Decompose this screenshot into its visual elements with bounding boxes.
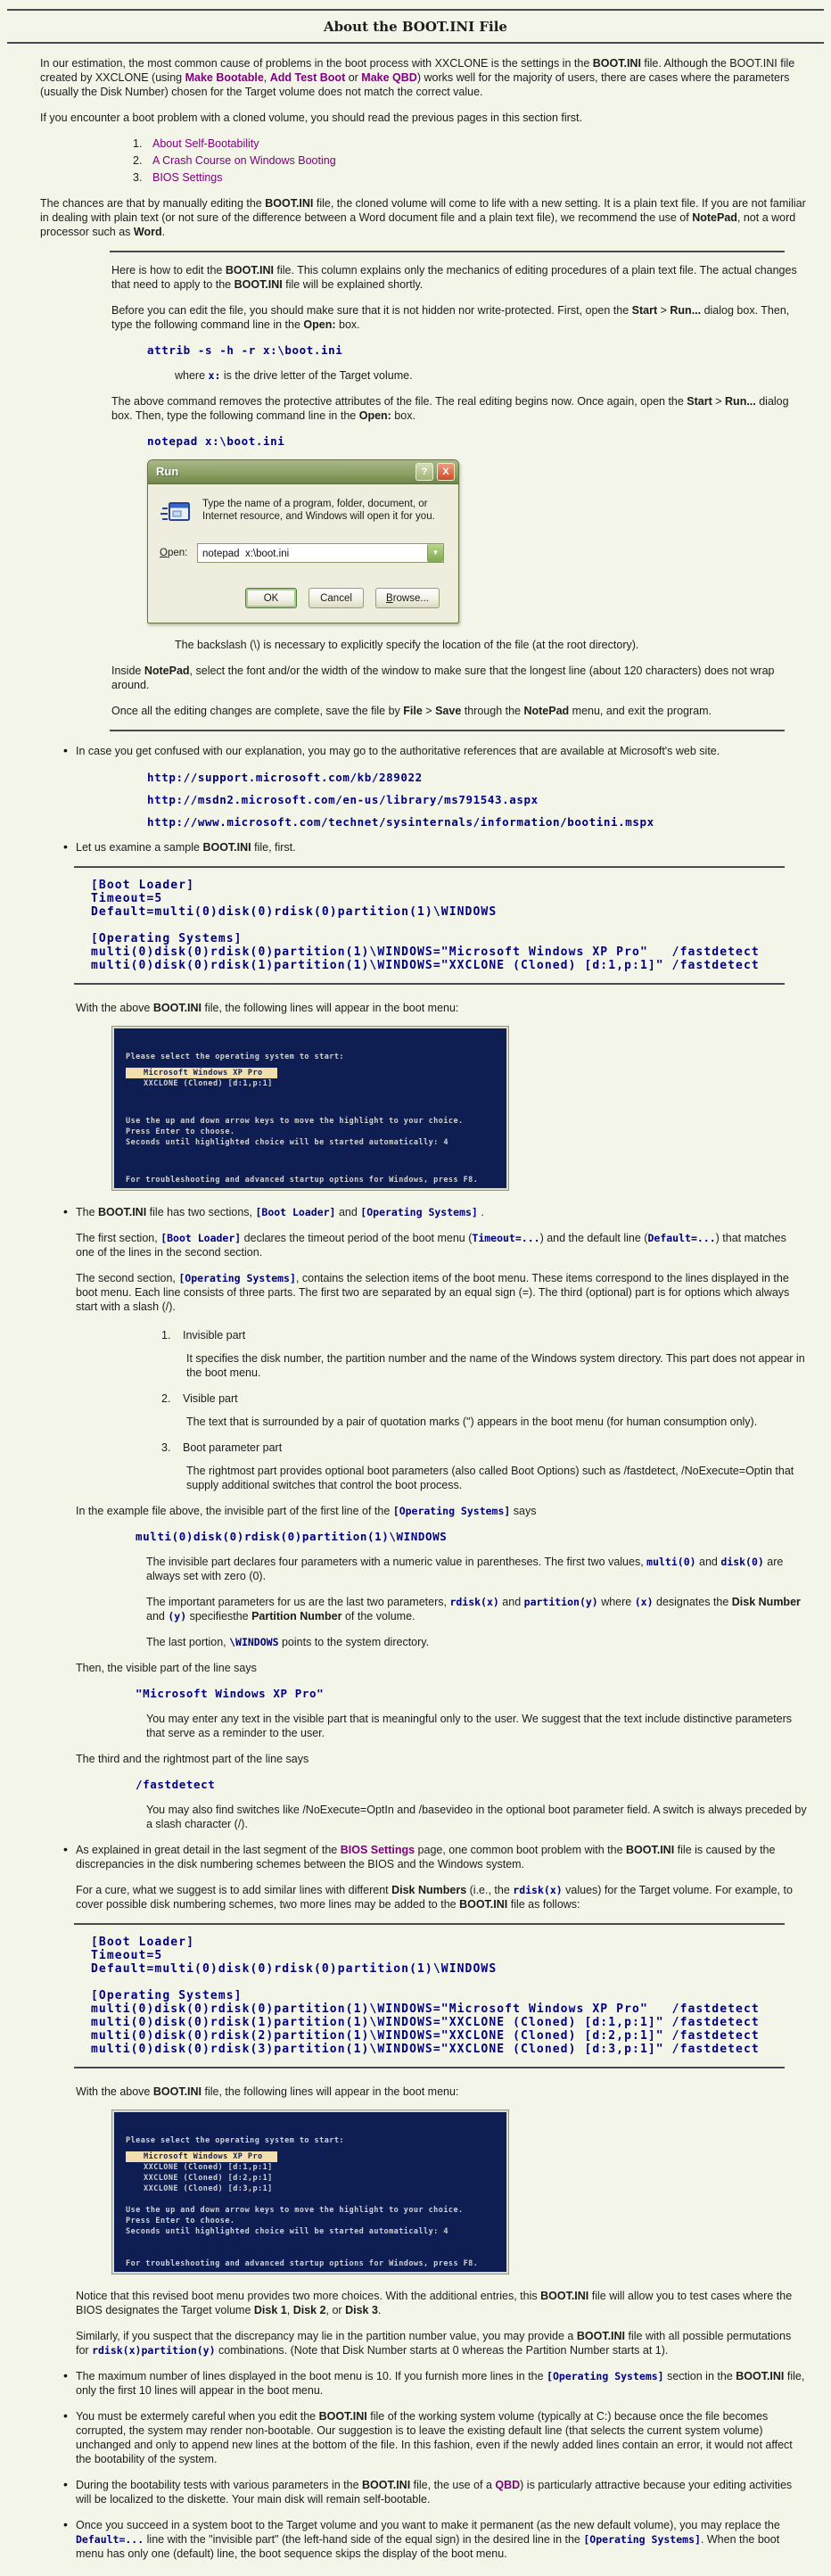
part-item: [169, 1328, 807, 1380]
paragraph: With the above BOOT.INI file, the following lines will appear in the boot menu:: [76, 1002, 459, 1014]
boot-menu-screenshot-2: [112, 2110, 508, 2274]
part-item: [169, 1391, 807, 1429]
toc-item: [133, 136, 807, 151]
cancel-button[interactable]: Cancel: [309, 588, 364, 608]
run-dialog-open-row: [148, 528, 458, 563]
boot-menu-screenshot-1: [112, 1027, 508, 1190]
paragraph: Then, the visible part of the line says: [76, 1662, 257, 1674]
part-title: Visible part: [183, 1392, 238, 1405]
boot-menu-prompt: Please select the operating system to start:: [126, 2136, 344, 2145]
paragraph: You may also find switches like /NoExecute=OptIn and /basevideo in the optional boot parameter field. A switch is always preceded by a slash character (/).: [146, 1804, 807, 1830]
bullet-text: • As explained in great detail in the last segment of the BIOS Settings page, one common boot problem with the BOOT.INI file is caused by the discrepancies in the disk numbering schemes between the BIOS and the Windows system.: [76, 1844, 776, 1870]
top-divider: [7, 9, 824, 11]
code-line: multi(0)disk(0)rdisk(1)partition(1)\WINDOWS="XXCLONE (Cloned) [d:1,p:1]" /fastdetect: [91, 959, 760, 972]
boot-menu-instruction: Press Enter to choose.: [126, 2217, 235, 2225]
bootini-code-block-1: [74, 866, 785, 985]
boot-menu-instruction: Use the up and down arrow keys to move the highlight to your choice.: [126, 1117, 464, 1126]
boot-menu-footer: For troubleshooting and advanced startup options for Windows, press F8.: [126, 2259, 479, 2268]
paragraph: The invisible part declares four parameters with a numeric value in parentheses. The first two values, multi(0) and disk(0) are always set with zero (0).: [146, 1556, 784, 1582]
howto-section: [111, 251, 807, 731]
command-line-notepad: notepad x:\boot.ini: [147, 434, 285, 448]
boot-menu-item: XXCLONE (Cloned) [d:1,p:1]: [144, 1079, 273, 1088]
help-icon: ?: [421, 466, 428, 477]
code-line: [Boot Loader]: [91, 879, 195, 892]
paragraph: Notice that this revised boot menu provides two more choices. With the additional entries, this BOOT.INI file will allow you to test cases where the BIOS designates the Target volume Disk 1, Disk 2, or Disk 3.: [76, 2290, 793, 2316]
boot-menu-instruction: Seconds until highlighted choice will be started automatically: 4: [126, 2227, 448, 2236]
code-line: Timeout=5: [91, 1949, 163, 1962]
chevron-down-icon: ▼: [432, 549, 440, 557]
bullet-item: [40, 1843, 807, 1911]
document-content: [0, 44, 831, 2561]
section-divider: [110, 730, 785, 731]
boot-menu-item-selected: Microsoft Windows XP Pro: [126, 1068, 277, 1078]
reference-url[interactable]: http://www.microsoft.com/technet/sysinternals/information/bootini.mspx: [147, 815, 654, 829]
bullet-item: [40, 1205, 807, 1831]
paragraph: The second section, [Operating Systems], contains the selection items of the boot menu. These items correspond to the lines displayed in the boot menu. Each line consists of three parts. The first two are separated by an equal sign (=). The third (optional) part is for options which always start with a slash (/).: [76, 1272, 790, 1313]
part-title: Invisible part: [183, 1329, 246, 1342]
bullet-item: [40, 2369, 807, 2398]
boot-menu-item: XXCLONE (Cloned) [d:2,p:1]: [144, 2174, 273, 2183]
browse-button[interactable]: Browse...: [375, 588, 440, 608]
run-dialog-message-row: [148, 484, 458, 528]
combo-dropdown-button[interactable]: [427, 544, 443, 562]
help-button[interactable]: [416, 463, 433, 481]
code-line-invisible-part: multi(0)disk(0)rdisk(0)partition(1)\WINDOWS: [136, 1530, 448, 1543]
run-dialog-title: Run: [156, 465, 179, 478]
bullet-list: [40, 2369, 807, 2561]
paragraph: The important parameters for us are the last two parameters, rdisk(x) and partition(y) where (x) designates the Disk Number and (y) specifiesthe Partition Number of the volume.: [146, 1596, 801, 1622]
bullet-item: [40, 2409, 807, 2466]
paragraph: The first section, [Boot Loader] declares the timeout period of the boot menu (Timeout=...) and the default line (Default=...) that matches one of the lines in the second section.: [76, 1232, 786, 1259]
boot-menu-instruction: Use the up and down arrow keys to move the highlight to your choice.: [126, 2206, 464, 2215]
part-title: Boot parameter part: [183, 1441, 283, 1454]
paragraph: Similarly, if you suspect that the discrepancy may lie in the partition number value, you may provide a BOOT.INI file with all possible permutations for rdisk(x)partition(y) combinations. (Note that Disk Number starts at 0 whereas the Partition Number starts at 1).: [76, 2330, 792, 2357]
bullet-item: [40, 2518, 807, 2561]
code-divider: [74, 2067, 785, 2068]
paragraph: In the example file above, the invisible part of the first line of the [Operating Systems] says: [76, 1505, 537, 1517]
paragraph: The last portion, \WINDOWS points to the system directory.: [146, 1636, 430, 1648]
part-desc: It specifies the disk number, the partition number and the name of the Windows system directory. This part does not appear in the boot menu.: [186, 1352, 805, 1379]
bullet-item: [40, 744, 807, 829]
run-dialog-buttons: [148, 588, 458, 608]
open-combobox[interactable]: [197, 543, 444, 563]
howto-note: The backslash (\) is necessary to explicitly specify the location of the file (at the root directory).: [175, 639, 639, 651]
toc-item: [133, 170, 807, 185]
boot-menu-prompt: Please select the operating system to start:: [126, 1053, 344, 1061]
bullet-list: [40, 1205, 807, 1911]
close-icon: X: [442, 466, 449, 477]
howto-paragraph: Before you can edit the file, you should make sure that it is not hidden nor write-protected. First, open the Start > Run... dialog box. Then, type the following command line in the Open: box.: [111, 304, 790, 331]
toc-link-crash-course[interactable]: A Crash Course on Windows Booting: [152, 154, 336, 167]
howto-paragraph: Once all the editing changes are complete, save the file by File > Save through the NotePad menu, and exit the program.: [111, 705, 712, 717]
inline-link[interactable]: Add Test Boot: [269, 71, 346, 84]
command-line-attrib: attrib -s -h -r x:\boot.ini: [147, 343, 343, 357]
parts-list: [169, 1328, 807, 1492]
boot-menu-instruction: Press Enter to choose.: [126, 1127, 235, 1136]
part-desc: The rightmost part provides optional boot parameters (also called Boot Options) such as /fastdetect, /NoExecute=Optin that supply additional switches that control the boot process.: [186, 1465, 794, 1491]
howto-paragraph: Here is how to edit the BOOT.INI file. This column explains only the mechanics of editing procedures of a plain text file. The actual changes that need to apply to the BOOT.INI file will be explained shortly.: [111, 264, 797, 291]
bullet-text: • The maximum number of lines displayed in the boot menu is 10. If you furnish more lines in the [Operating Systems] section in the BOOT.INI file, only the first 10 lines will appear in the boot menu.: [76, 2370, 805, 2397]
code-line: multi(0)disk(0)rdisk(2)partition(1)\WINDOWS="XXCLONE (Cloned) [d:2,p:1]" /fastdetect: [91, 2029, 760, 2043]
run-window-icon: [160, 498, 192, 528]
run-dialog: [147, 459, 459, 623]
reference-links: [147, 771, 807, 829]
part-item: [169, 1441, 807, 1492]
code-line: multi(0)disk(0)rdisk(0)partition(1)\WINDOWS="Microsoft Windows XP Pro" /fastdetect: [91, 2002, 760, 2016]
code-line: Default=multi(0)disk(0)rdisk(0)partition(1)\WINDOWS: [91, 905, 498, 919]
bullet-text: • You must be extermely careful when you edit the BOOT.INI file of the working system volume (typically at C:) because once the file becomes corrupted, the system may render non-bootable. Our suggestion is to leave the existing default line (that selects the current system volume) unchanged and only to append new lines at the bottom of the file. In this fashion, even if the newly added lines contain an error, it would not affect the bootability of the system.: [76, 2410, 793, 2465]
bootini-code-block-2: [74, 1923, 785, 2068]
code-line: [Boot Loader]: [91, 1936, 195, 1949]
bullet-text: • Let us examine a sample BOOT.INI file, first.: [76, 841, 296, 854]
toc-list: [133, 136, 807, 185]
code-line-fastdetect: /fastdetect: [136, 1778, 216, 1791]
bullet-item: [40, 840, 807, 855]
code-line: Timeout=5: [91, 892, 163, 905]
toc-link-bios-settings[interactable]: BIOS Settings: [152, 171, 223, 184]
intro-paragraph: If you encounter a boot problem with a cloned volume, you should read the previous pages in this section first.: [40, 111, 582, 124]
inline-link[interactable]: QBD: [495, 2479, 521, 2491]
boot-menu-instruction: Seconds until highlighted choice will be started automatically: 4: [126, 1138, 448, 1147]
close-button[interactable]: [437, 463, 455, 481]
inline-link[interactable]: Make Bootable: [185, 71, 264, 84]
bullet-text: • In case you get confused with our explanation, you may go to the authoritative references that are available at Microsoft's web site.: [76, 745, 720, 757]
code-line: Default=multi(0)disk(0)rdisk(0)partition(1)\WINDOWS: [91, 1962, 498, 1976]
bullet-text: • Once you succeed in a system boot to the Target volume and you want to make it permanent (as the new default volume), you may replace the Default=... line with the "invisible part" (the left-hand side of the equal sign) in the desired line in the [Operating Systems]. When the boot menu has only one (default) line, the boot sequence skips the display of the boot menu.: [76, 2519, 780, 2560]
howto-note: where x: is the drive letter of the Target volume.: [175, 369, 413, 382]
open-combobox-value[interactable]: notepad x:\boot.ini: [202, 549, 290, 559]
howto-paragraph: The above command removes the protective attributes of the file. The real editing begins now. Once again, open the Start > Run... dialog box. Then, type the following command line in the Open: box.: [111, 395, 789, 422]
code-line: [Operating Systems]: [91, 932, 243, 945]
run-dialog-titlebar[interactable]: [148, 460, 458, 484]
page-title: About the BOOT.INI File: [324, 19, 507, 35]
inline-link[interactable]: BIOS Settings: [340, 1844, 416, 1856]
open-label: Open:: [160, 548, 188, 558]
bullet-list: [40, 744, 807, 855]
part-desc: The text that is surrounded by a pair of quotation marks (") appears in the boot menu (for human consumption only).: [186, 1416, 758, 1428]
boot-menu-item: XXCLONE (Cloned) [d:3,p:1]: [144, 2184, 273, 2193]
section-divider: [110, 251, 785, 252]
code-line-visible-part: "Microsoft Windows XP Pro": [136, 1687, 325, 1700]
code-line: multi(0)disk(0)rdisk(3)partition(1)\WINDOWS="XXCLONE (Cloned) [d:3,p:1]" /fastdetect: [91, 2043, 760, 2056]
paragraph: The third and the rightmost part of the line says: [76, 1753, 309, 1765]
intro-paragraph: In our estimation, the most common cause of problems in the boot process with XXCLONE is the settings in the BOOT.INI file. Although the BOOT.INI file created by XXCLONE (using Make Bootable, Add Test Boot or Make QBD) works well for the majority of users, there are cases where the parameters (usually the Disk Number) chosen for the Target volume does not match the correct value.: [40, 57, 795, 98]
boot-menu-footer: For troubleshooting and advanced startup options for Windows, press F8.: [126, 1176, 479, 1185]
toc-item: [133, 153, 807, 168]
boot-menu-item: XXCLONE (Cloned) [d:1,p:1]: [144, 2163, 273, 2172]
code-line: [Operating Systems]: [91, 1989, 243, 2002]
toc-link-self-bootability[interactable]: About Self-Bootability: [152, 137, 259, 150]
reference-url[interactable]: http://support.microsoft.com/kb/289022: [147, 771, 423, 784]
inline-link[interactable]: Make QBD: [361, 71, 417, 84]
bullet-item: [40, 2478, 807, 2506]
ok-button[interactable]: OK: [245, 588, 297, 608]
bullet-text: • During the bootability tests with various parameters in the BOOT.INI file, the use of a QBD) is particularly attractive because your editing activities will be localized to the diskette. Your main disk will remain self-bootable.: [76, 2479, 793, 2506]
run-dialog-message: Type the name of a program, folder, document, or Internet resource, and Windows will open it for you.: [202, 499, 435, 522]
code-line: multi(0)disk(0)rdisk(1)partition(1)\WINDOWS="XXCLONE (Cloned) [d:1,p:1]" /fastdetect: [91, 2016, 760, 2029]
intro-paragraph: The chances are that by manually editing the BOOT.INI file, the cloned volume will come to life with a new setting. It is a plain text file. If you are not familiar in dealing with plain text (or not sure of the difference between a Word document file and a plain text file), we recommend the use of NotePad, not a word processor such as Word.: [40, 197, 806, 238]
reference-url[interactable]: http://msdn2.microsoft.com/en-us/library/ms791543.aspx: [147, 793, 539, 806]
boot-menu-item-selected: Microsoft Windows XP Pro: [126, 2151, 277, 2162]
code-divider: [74, 983, 785, 985]
bullet-text: • The BOOT.INI file has two sections, [Boot Loader] and [Operating Systems] .: [76, 1206, 484, 1218]
paragraph: With the above BOOT.INI file, the following lines will appear in the boot menu:: [76, 2085, 459, 2098]
code-line: multi(0)disk(0)rdisk(0)partition(1)\WINDOWS="Microsoft Windows XP Pro" /fastdetect: [91, 945, 760, 959]
paragraph: For a cure, what we suggest is to add similar lines with different Disk Numbers (i.e., the rdisk(x) values) for the Target volume. For example, to cover possible disk numbering schemes, two more lines may be added to the BOOT.INI file as follows:: [76, 1884, 793, 1911]
howto-paragraph: Inside NotePad, select the font and/or the width of the window to make sure that the longest line (about 120 characters) does not wrap around.: [111, 665, 775, 691]
paragraph: You may enter any text in the visible part that is meaningful only to the user. We suggest that the text include distinctive parameters that serve as a reminder to the user.: [146, 1713, 793, 1739]
